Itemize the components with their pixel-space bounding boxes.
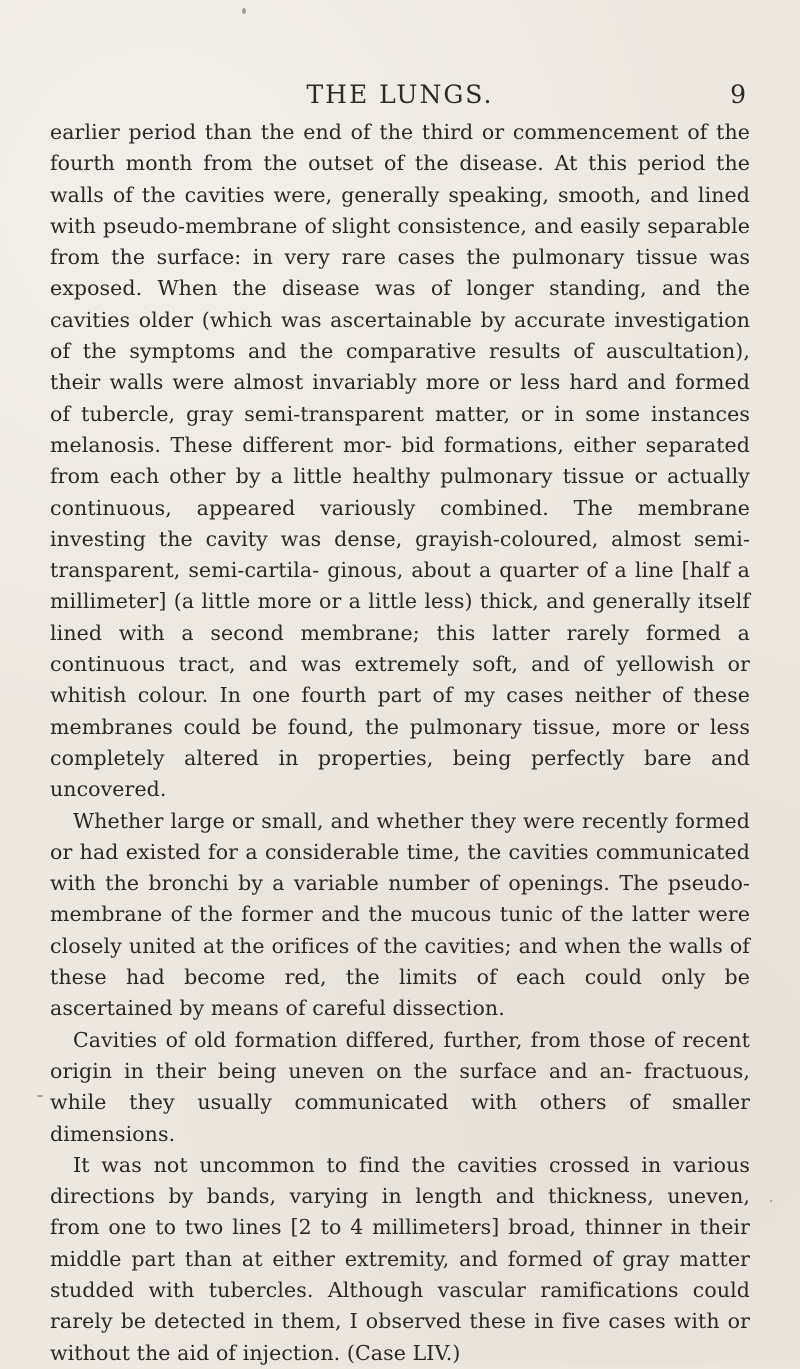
paragraph-cavities-communicate: Whether large or small, and whether they were recently formed or had existed for a considerable time, the cavities communicated with the bronchi by a variable number of openings. The pseudo-membrane of the former and the mucous tunic of the latter were closely united at the orifices of the cavities; and when the walls of these had become red, the limits of each could only be ascertained by means of careful dissection. bbox=[50, 808, 750, 1021]
page-number: 9 bbox=[730, 80, 746, 109]
paragraph-continuation: earlier period than the end of the third or commencement of the fourth month from the outset of the disease. At this period the walls of the cavities were, generally speaking, smooth, and lined with pseudo-membrane of slight consistence, and easily separable from the surface: in very rare cases the pulmonary tissue was exposed. When the disease was of longer standing, and the cavities older (which was ascertainable by accurate investigation of the symptoms and the comparative results of auscultation), their walls were almost invariably more or less hard and formed of tubercle, gray semi-transparent matter, or in some instances melanosis. These different mor- bid formations, either separated from each other by a little healthy pulmonary tissue or actually continuous, appeared variously combined. The membrane investing the cavity was dense, grayish-coloured, almost semi-transparent, semi-cartila- ginous, about a quarter of a line [half a millimeter] (a little more or a little less) thick, and generally itself lined with a second membrane; this latter rarely formed a continuous tract, and was extremely soft, and of yellowish or whitish colour. In one fourth part of my cases neither of these membranes could be found, the pulmonary tissue, more or less completely altered in properties, being perfectly bare and uncovered. bbox=[50, 120, 750, 802]
paper-speck bbox=[770, 1200, 772, 1202]
running-head: THE LUNGS. bbox=[306, 80, 494, 109]
paper-speck bbox=[37, 1095, 43, 1097]
page-header bbox=[0, 78, 800, 112]
paragraph-cavity-bands: It was not uncommon to find the cavities crossed in various directions by bands, varying in length and thickness, uneven, from one to two lines [2 to 4 millimeters] broad, thinner in their middle part than at either extremity, and formed of gray matter studded with tubercles. Although vascular ramifications could rarely be detected in them, I observed these in five cases with or without the aid of injection. (Case LIV.) bbox=[50, 1152, 750, 1365]
paragraph-old-cavities: Cavities of old formation differed, further, from those of recent origin in their being uneven on the surface and an- fractuous, while they usually communicated with others of smaller dimensions. bbox=[50, 1027, 750, 1146]
paper-speck bbox=[242, 8, 246, 14]
body-text bbox=[50, 117, 750, 1369]
